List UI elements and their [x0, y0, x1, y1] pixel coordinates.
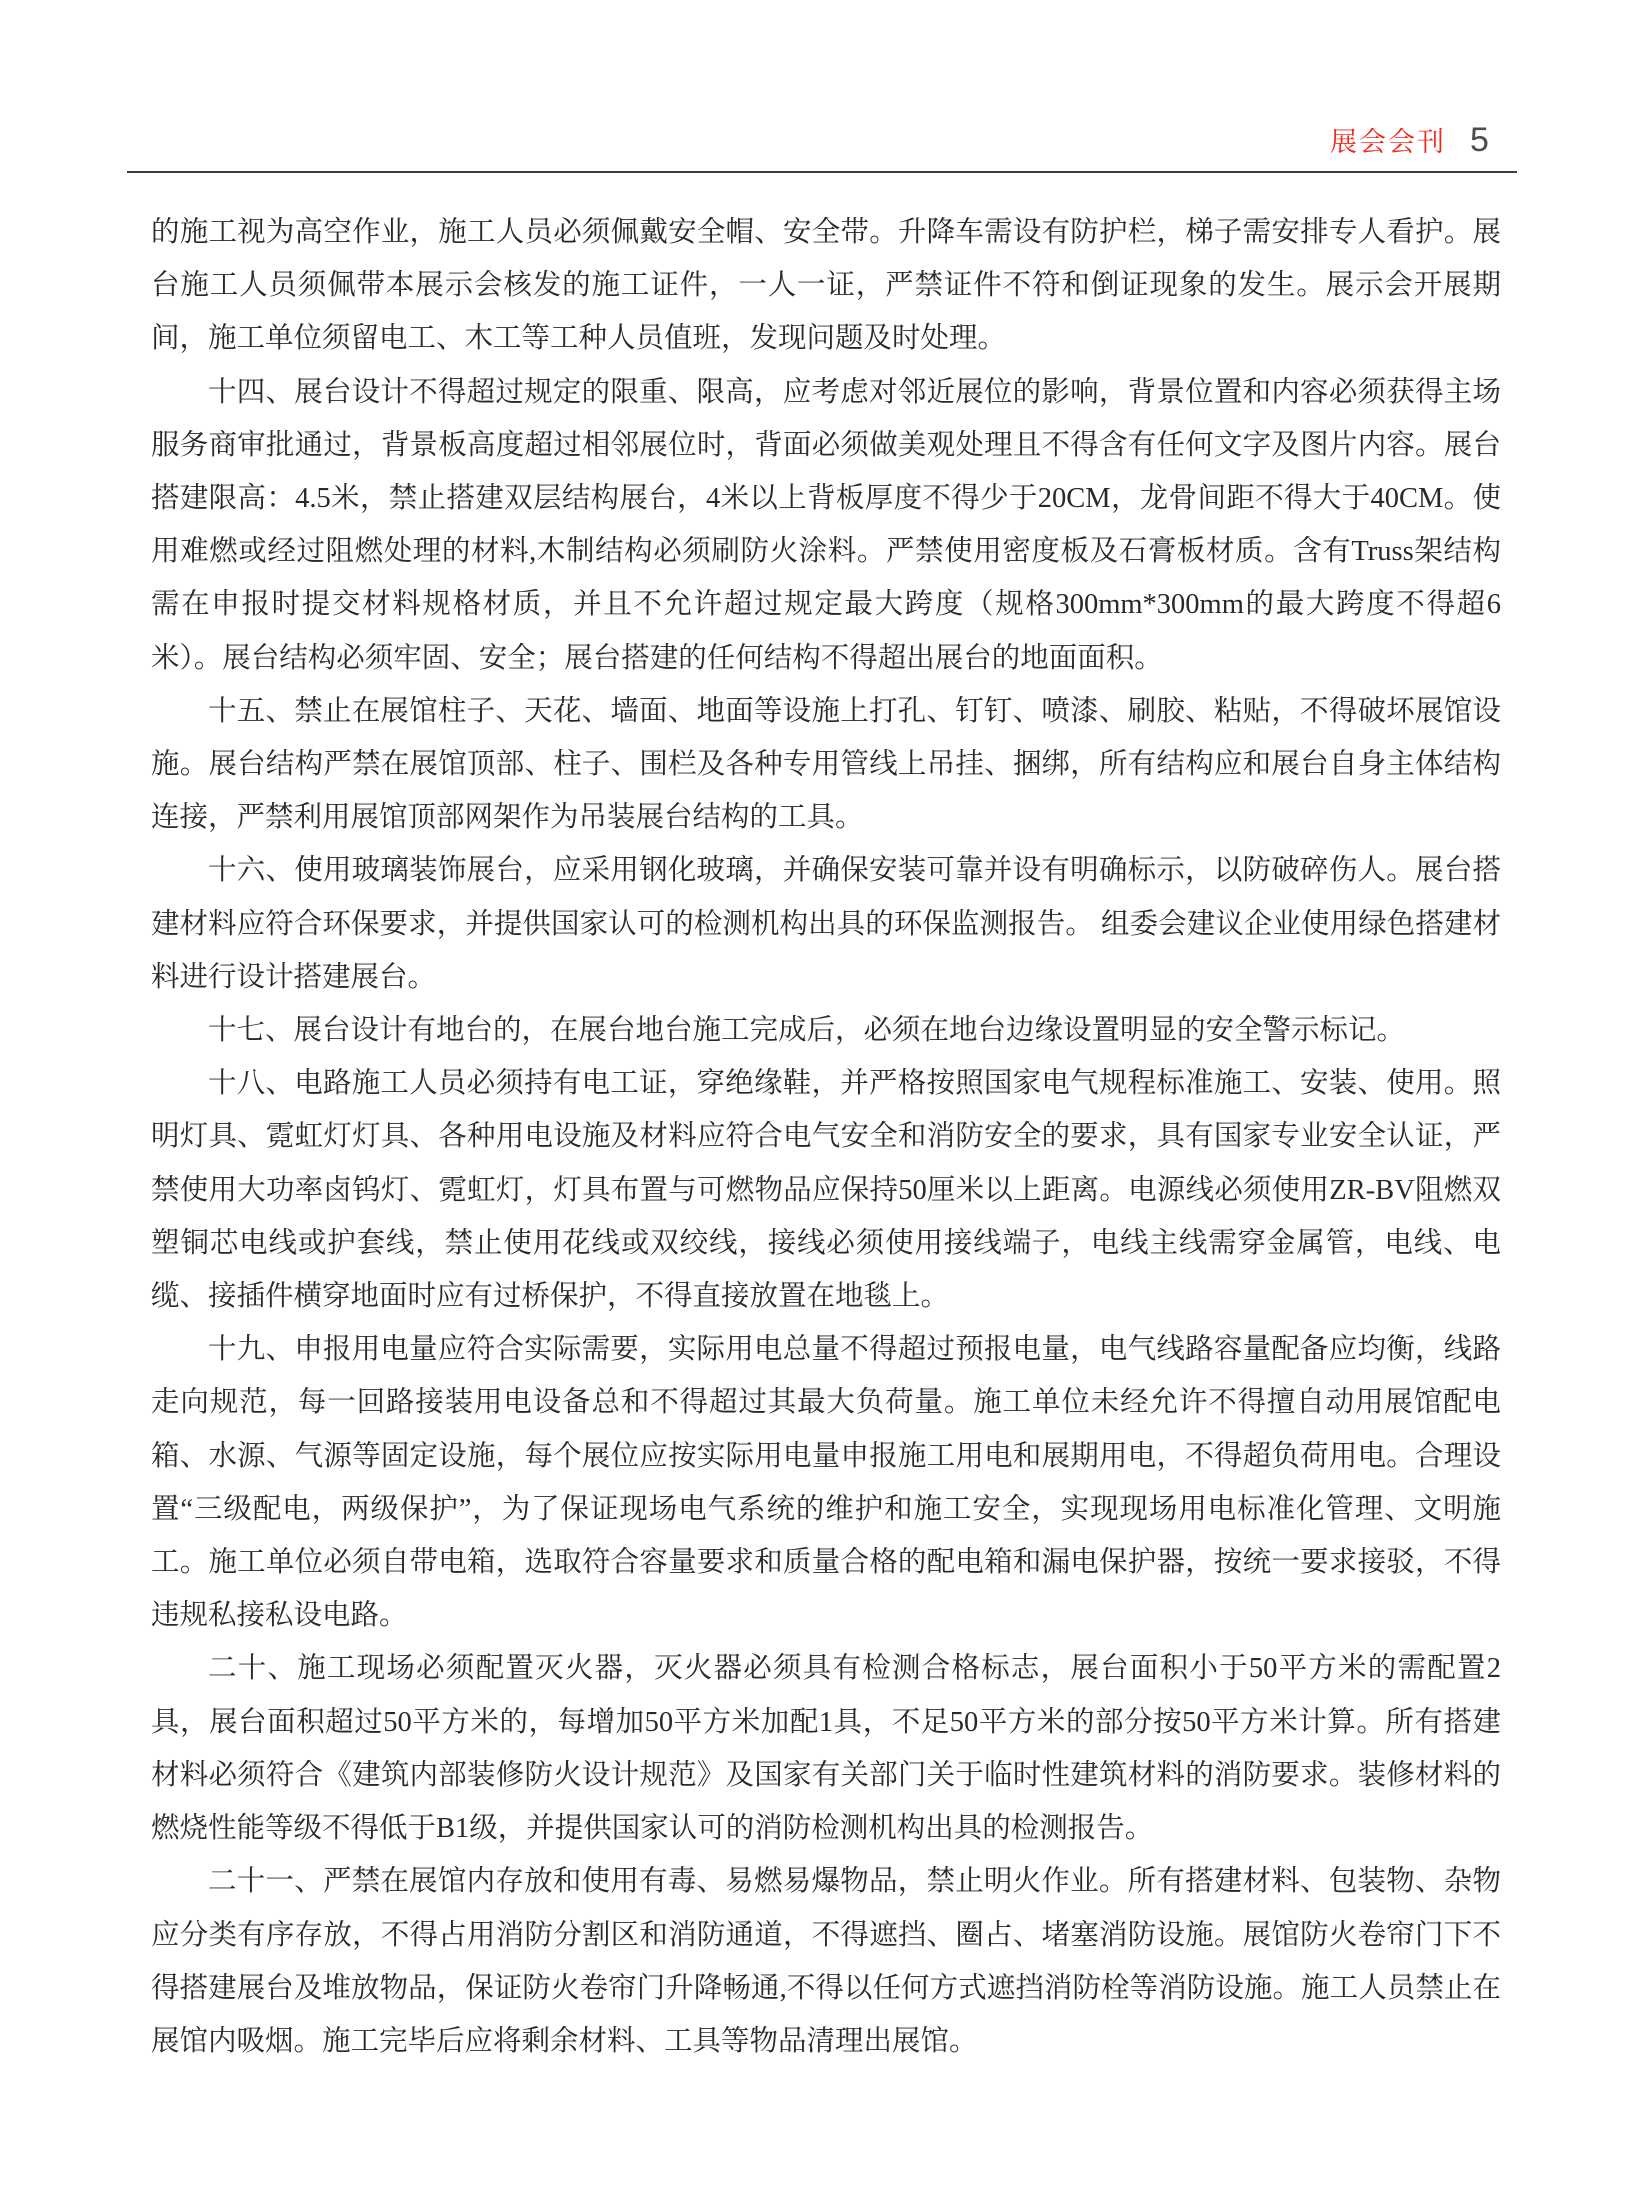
body-paragraph: 十四、展台设计不得超过规定的限重、限高，应考虑对邻近展位的影响，背景位置和内容必须获得主场服务商审批通过，背景板高度超过相邻展位时，背面必须做美观处理且不得含有任何文字及图片内容。展台搭建限高：4.5米，禁止搭建双层结构展台，4米以上背板厚度不得少于20CM，龙骨间距不得大于40CM。使用难燃或经过阻燃处理的材料,木制结构必须刷防火涂料。严禁使用密度板及石膏板材质。含有Truss架结构需在申报时提交材料规格材质，并且不允许超过规定最大跨度（规格300mm*300mm的最大跨度不得超6米）。展台结构必须牢固、安全；展台搭建的任何结构不得超出展台的地面面积。 [151, 376, 1501, 674]
journal-title: 展会会刊 [1330, 127, 1446, 157]
document-body [151, 206, 1501, 2068]
header-rule-divider [127, 171, 1517, 173]
body-paragraph: 十六、使用玻璃装饰展台，应采用钢化玻璃，并确保安装可靠并设有明确标示，以防破碎伤人。展台搭建材料应符合环保要求，并提供国家认可的检测机构出具的环保监测报告。 组委会建议企业使用绿色搭建材料进行设计搭建展台。 [151, 855, 1501, 993]
body-paragraph: 十五、禁止在展馆柱子、天花、墙面、地面等设施上打孔、钉钉、喷漆、刷胶、粘贴，不得破坏展馆设施。展台结构严禁在展馆顶部、柱子、围栏及各种专用管线上吊挂、捆绑，所有结构应和展台自身主体结构连接，严禁利用展馆顶部网架作为吊装展台结构的工具。 [151, 695, 1501, 834]
body-paragraph: 十八、电路施工人员必须持有电工证，穿绝缘鞋，并严格按照国家电气规程标准施工、安装、使用。照明灯具、霓虹灯灯具、各种用电设施及材料应符合电气安全和消防安全的要求，具有国家专业安全认证，严禁使用大功率卤钨灯、霓虹灯，灯具布置与可燃物品应保持50厘米以上距离。电源线必须使用ZR-BV阻燃双塑铜芯电线或护套线，禁止使用花线或双绞线，接线必须使用接线端子，电线主线需穿金属管，电线、电缆、接插件横穿地面时应有过桥保护，不得直接放置在地毯上。 [151, 1068, 1501, 1313]
page-number: 5 [1470, 121, 1489, 159]
body-paragraph: 二十、施工现场必须配置灭火器，灭火器必须具有检测合格标志，展台面积小于50平方米的需配置2具，展台面积超过50平方米的，每增加50平方米加配1具，不足50平方米的部分按50平方米计算。所有搭建材料必须符合《建筑内部装修防火设计规范》及国家有关部门关于临时性建筑材料的消防要求。装修材料的燃烧性能等级不得低于B1级，并提供国家认可的消防检测机构出具的检测报告。 [151, 1653, 1501, 1845]
body-paragraph: 的施工视为高空作业，施工人员必须佩戴安全帽、安全带。升降车需设有防护栏，梯子需安排专人看护。展台施工人员须佩带本展示会核发的施工证件，一人一证，严禁证件不符和倒证现象的发生。展示会开展期间，施工单位须留电工、木工等工种人员值班，发现问题及时处理。 [151, 217, 1501, 355]
body-paragraph: 二十一、严禁在展馆内存放和使用有毒、易燃易爆物品，禁止明火作业。所有搭建材料、包装物、杂物应分类有序存放，不得占用消防分割区和消防通道，不得遮挡、圈占、堵塞消防设施。展馆防火卷帘门下不得搭建展台及堆放物品，保证防火卷帘门升降畅通,不得以任何方式遮挡消防栓等消防设施。施工人员禁止在展馆内吸烟。施工完毕后应将剩余材料、工具等物品清理出展馆。 [151, 1866, 1501, 2057]
body-paragraph: 十九、申报用电量应符合实际需要，实际用电总量不得超过预报电量，电气线路容量配备应均衡，线路走向规范，每一回路接装用电设备总和不得超过其最大负荷量。施工单位未经允许不得擅自动用展馆配电箱、水源、气源等固定设施，每个展位应按实际用电量申报施工用电和展期用电，不得超负荷用电。合理设置“三级配电，两级保护”，为了保证现场电气系统的维护和施工安全，实现现场用电标准化管理、文明施工。施工单位必须自带电箱，选取符合容量要求和质量合格的配电箱和漏电保护器，按统一要求接驳，不得违规私接私设电路。 [151, 1334, 1501, 1632]
body-paragraph: 十七、展台设计有地台的，在展台地台施工完成后，必须在地台边缘设置明显的安全警示标记。 [208, 1015, 1406, 1047]
